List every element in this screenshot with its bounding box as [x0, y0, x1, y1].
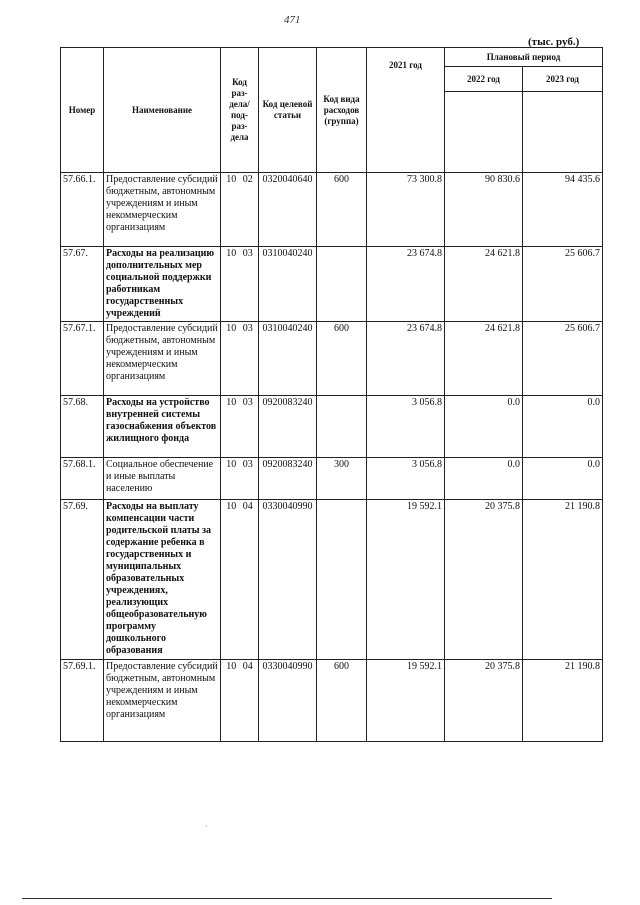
bottom-rule — [22, 898, 552, 899]
table-row — [61, 247, 603, 322]
row-target: 0310040240 — [259, 322, 317, 396]
row-razdel: 10 — [226, 323, 237, 334]
row-target: 0310040240 — [259, 247, 317, 322]
row-podrazdel: 03 — [242, 323, 253, 334]
row-razdel: 10 — [226, 661, 237, 672]
header-year-2021: 2021 год — [367, 48, 445, 173]
scan-mark: · — [205, 822, 208, 831]
row-number: 57.68.1. — [61, 458, 104, 500]
header-year-2023: 2023 год — [523, 67, 603, 92]
row-number: 57.67.1. — [61, 322, 104, 396]
row-2023: 0.0 — [523, 458, 603, 500]
row-name: Предоставление субсидий бюджетным, автономным учреждениям и иным некоммерческим организациям — [104, 660, 221, 742]
table-row — [61, 322, 603, 396]
header-name: Наименование — [104, 48, 221, 173]
row-expense-type — [317, 500, 367, 660]
table-row — [61, 173, 603, 247]
row-2021: 19 592.1 — [367, 660, 445, 742]
row-2023: 25 606.7 — [523, 247, 603, 322]
row-number: 57.68. — [61, 396, 104, 458]
row-number: 57.67. — [61, 247, 104, 322]
row-razdel: 10 — [226, 248, 237, 259]
header-plan-period: Плановый период — [445, 48, 603, 67]
row-expense-type — [317, 396, 367, 458]
row-podrazdel: 03 — [242, 459, 253, 470]
row-2023: 25 606.7 — [523, 322, 603, 396]
row-2021: 19 592.1 — [367, 500, 445, 660]
row-target: 0920083240 — [259, 458, 317, 500]
table-row — [61, 396, 603, 458]
row-podrazdel: 04 — [242, 501, 253, 512]
row-2022: 0.0 — [445, 458, 523, 500]
row-2023: 21 190.8 — [523, 500, 603, 660]
row-podrazdel: 03 — [242, 397, 253, 408]
header-number: Номер — [61, 48, 104, 173]
row-2023: 94 435.6 — [523, 173, 603, 247]
row-razdel: 10 — [226, 459, 237, 470]
header-spacer-2023 — [523, 92, 603, 173]
row-2022: 20 375.8 — [445, 500, 523, 660]
row-number: 57.66.1. — [61, 173, 104, 247]
row-2022: 20 375.8 — [445, 660, 523, 742]
page-number: 471 — [284, 14, 301, 26]
row-expense-type: 600 — [317, 173, 367, 247]
row-name: Предоставление субсидий бюджетным, автономным учреждениям и иным некоммерческим организациям — [104, 173, 221, 247]
row-podrazdel: 02 — [242, 174, 253, 185]
row-section — [221, 173, 259, 247]
row-target: 0320040640 — [259, 173, 317, 247]
row-2023: 21 190.8 — [523, 660, 603, 742]
row-name: Предоставление субсидий бюджетным, автономным учреждениям и иным некоммерческим организациям — [104, 322, 221, 396]
row-2021: 3 056.8 — [367, 396, 445, 458]
header-expense-type: Код вида расходов (группа) — [317, 48, 367, 173]
header-spacer-2022 — [445, 92, 523, 173]
row-2021: 73 300.8 — [367, 173, 445, 247]
row-section — [221, 500, 259, 660]
row-expense-type: 600 — [317, 322, 367, 396]
row-expense-type: 300 — [317, 458, 367, 500]
header-year-2022: 2022 год — [445, 67, 523, 92]
units-label: (тыс. руб.) — [528, 36, 580, 48]
row-section — [221, 458, 259, 500]
row-razdel: 10 — [226, 501, 237, 512]
header-target: Код целевой статьи — [259, 48, 317, 173]
header-section: Код раз-дела/ под-раз-дела — [221, 48, 259, 173]
row-name: Социальное обеспечение и иные выплаты населению — [104, 458, 221, 500]
row-section — [221, 322, 259, 396]
row-expense-type: 600 — [317, 660, 367, 742]
row-section — [221, 396, 259, 458]
row-podrazdel: 03 — [242, 248, 253, 259]
row-number: 57.69. — [61, 500, 104, 660]
row-podrazdel: 04 — [242, 661, 253, 672]
row-target: 0920083240 — [259, 396, 317, 458]
row-name: Расходы на реализацию дополнительных мер социальной поддержки работникам государственных учреждений — [104, 247, 221, 322]
table-row — [61, 458, 603, 500]
row-2023: 0.0 — [523, 396, 603, 458]
row-2022: 24 621.8 — [445, 247, 523, 322]
row-target: 0330040990 — [259, 500, 317, 660]
row-2022: 0.0 — [445, 396, 523, 458]
row-razdel: 10 — [226, 174, 237, 185]
row-section — [221, 660, 259, 742]
row-name: Расходы на устройство внутренней системы газоснабжения объектов жилищного фонда — [104, 396, 221, 458]
row-target: 0330040990 — [259, 660, 317, 742]
row-razdel: 10 — [226, 397, 237, 408]
table-row — [61, 660, 603, 742]
table-row — [61, 500, 603, 660]
row-number: 57.69.1. — [61, 660, 104, 742]
row-2021: 3 056.8 — [367, 458, 445, 500]
row-2022: 90 830.6 — [445, 173, 523, 247]
row-name: Расходы на выплату компенсации части родительской платы за содержание ребенка в государственных и муниципальных образовательных учреждениях, реализующих общеобразовательную программу дошкольного образования — [104, 500, 221, 660]
row-2022: 24 621.8 — [445, 322, 523, 396]
row-2021: 23 674.8 — [367, 247, 445, 322]
row-2021: 23 674.8 — [367, 322, 445, 396]
row-section — [221, 247, 259, 322]
row-expense-type — [317, 247, 367, 322]
budget-table — [60, 47, 603, 742]
